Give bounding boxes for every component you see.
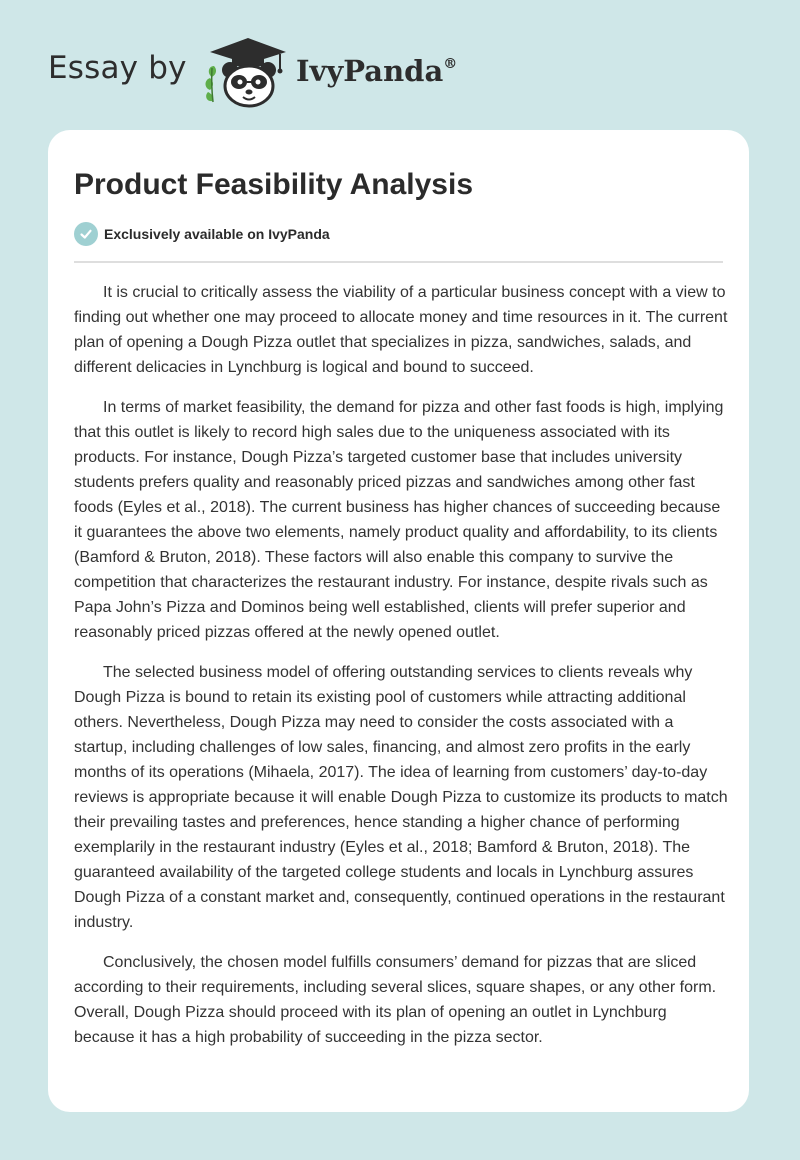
panda-graduate-logo-icon[interactable]	[202, 36, 294, 108]
title-divider	[74, 261, 723, 263]
site-header	[0, 0, 800, 120]
essay-paragraph-4: Conclusively, the chosen model fulfills consumers’ demand for pizzas that are sliced according to their requirements, including several slices, square shapes, or any other form. Overall, Dough Pizza should proceed with its plan of opening an outlet in Lynchburg because it has a high probability of succeeding in the pizza sector.	[74, 954, 717, 1046]
essay-card	[48, 130, 749, 1112]
check-circle-icon	[74, 222, 98, 246]
essay-paragraph-3: The selected business model of offering outstanding services to clients reveals why Dough Pizza is bound to retain its existing pool of customers while attracting additional others. Nevertheless, Dough Pizza may need to consider the costs associated with a startup, including challenges of low sales, financing, and almost zero profits in the early months of its operations (Mihaela, 2017). The idea of learning from customers’ day-to-day reviews is appropriate because it will enable Dough Pizza to customize its products to match their prevailing tastes and preferences, hence standing a higher chance of performing exemplarily in the restaurant industry (Eyles et al., 2018; Bamford & Bruton, 2018). The guaranteed availability of the targeted college students and locals in Lynchburg assures Dough Pizza of a constant market and, consequently, continued operations in the restaurant industry.	[74, 664, 728, 931]
ivypanda-brand[interactable]	[296, 54, 457, 88]
exclusive-badge	[74, 222, 330, 246]
essay-paragraph-2: In terms of market feasibility, the demand for pizza and other fast foods is high, implying that this outlet is likely to record high sales due to the uniqueness associated with its products. For instance, Dough Pizza’s targeted customer base that includes university students prefers quality and reasonably priced pizzas and sandwiches among other fast foods (Eyles et al., 2018). The current business has higher chances of succeeding because it guarantees the above two elements, namely product quality and affordability, to its clients (Bamford & Bruton, 2018). These factors will also enable this company to survive the competition that characterizes the restaurant industry. For instance, despite rivals such as Papa John’s Pizza and Dominos being well established, clients will prefer superior and reasonably priced pizzas offered at the newly opened outlet.	[74, 399, 724, 641]
essay-body	[74, 280, 728, 1065]
brand-name-text: IvyPanda	[296, 54, 444, 88]
essay-by-label: Essay by	[48, 50, 187, 86]
registered-mark: ®	[443, 56, 458, 72]
essay-title: Product Feasibility Analysis	[74, 168, 474, 201]
ivy-leaf-icon	[206, 66, 217, 102]
essay-paragraph-1: It is crucial to critically assess the viability of a particular business concept with a view to finding out whether one may proceed to allocate money and time resources in it. The current plan of opening a Dough Pizza outlet that specializes in pizza, sandwiches, salads, and different delicacies in Lynchburg is logical and bound to succeed.	[74, 284, 728, 376]
exclusive-badge-label: Exclusively available on IvyPanda	[104, 226, 330, 242]
